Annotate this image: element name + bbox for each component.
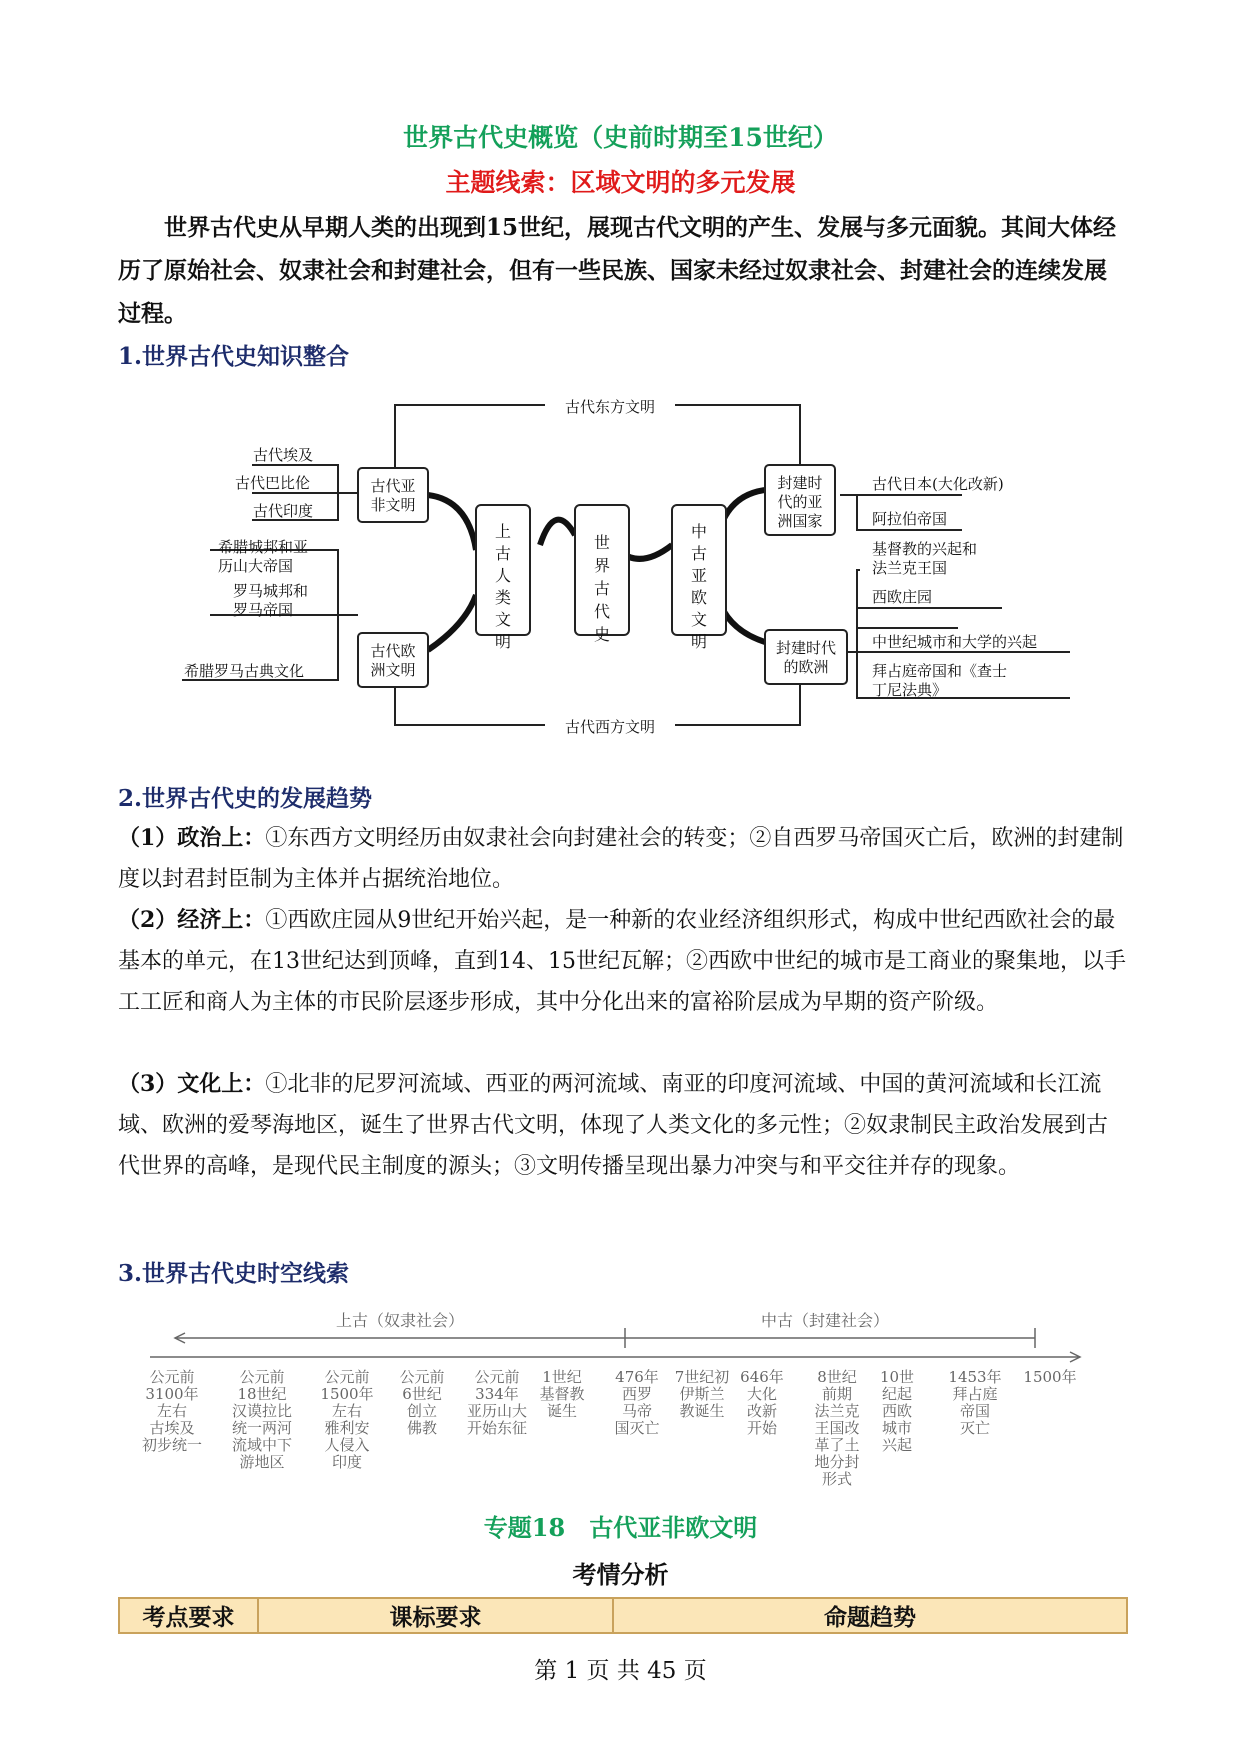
table-header-mingti: 命题趋势 — [613, 1598, 1127, 1633]
timeline-event-1-line: 古埃及 — [149, 1419, 195, 1437]
feudal-asia-line1: 封建时 — [777, 474, 823, 492]
ancient-civ-char: 明 — [494, 632, 512, 651]
timeline-event-3-line: 人侵入 — [324, 1436, 370, 1454]
timeline-event-5-line: 开始东征 — [466, 1419, 528, 1437]
timeline-event-10-line: 革了土 — [814, 1436, 860, 1454]
timeline-event-6-line: 诞生 — [546, 1402, 578, 1420]
world-history-char: 代 — [593, 602, 611, 621]
trend-politics-text: ①东西方文明经历由奴隶社会向封建社会的转变；②自西罗马帝国灭亡后，欧洲的封建制度以封君封臣制为主体并占据统治地位。 — [118, 826, 1124, 892]
medieval-civ-char: 亚 — [690, 566, 708, 585]
feudal-asia-line2: 代的亚 — [777, 493, 823, 511]
medieval-civ-char: 古 — [690, 544, 708, 563]
timeline-event-4-line: 6世纪 — [402, 1385, 442, 1403]
europe-item-rome-line2: 罗马帝国 — [233, 601, 294, 619]
europe-item-rome-line1: 罗马城邦和 — [233, 582, 309, 600]
timeline-event-10-line: 地分封 — [814, 1453, 860, 1471]
medieval-civ-char: 欧 — [690, 588, 708, 607]
timeline-event-1-line: 3100年 — [145, 1385, 199, 1403]
europe-item-greece-line2: 历山大帝国 — [218, 557, 294, 575]
timeline-event-9-line: 646年 — [740, 1368, 784, 1386]
timeline-event-3-line: 1500年 — [320, 1385, 374, 1403]
topic-heading: 专题18 古代亚非欧文明 — [483, 1513, 758, 1542]
feudal-asia-item-japan: 古代日本(大化改新) — [872, 475, 1004, 493]
ancient-civ-char: 文 — [494, 610, 512, 629]
trend-culture-label: （3）文化上： — [118, 1071, 266, 1097]
section-1-heading: 1.世界古代史知识整合 — [118, 343, 350, 370]
ancient-civ-char: 上 — [494, 522, 512, 541]
timeline-event-1-line: 初步统一 — [141, 1436, 203, 1454]
timeline-event-9-line: 开始 — [746, 1419, 778, 1437]
asia-africa-line2: 非文明 — [370, 496, 416, 514]
timeline-event-4-line: 创立 — [406, 1402, 438, 1420]
trend-culture — [118, 1064, 1128, 1187]
timeline-event-7-line: 西罗 — [621, 1385, 653, 1403]
feudal-europe-item-christianity-line2: 法兰克王国 — [872, 559, 948, 577]
timeline-event-1-line: 公元前 — [149, 1368, 195, 1386]
feudal-europe-item-byzantine-line2: 丁尼法典》 — [872, 681, 948, 699]
timeline-event-11-line: 城市 — [881, 1419, 913, 1437]
timeline-event-3-line: 公元前 — [324, 1368, 370, 1386]
world-history-char: 古 — [593, 579, 611, 598]
timeline-event-6-line: 基督教 — [539, 1385, 585, 1403]
trend-culture-text: ①北非的尼罗河流域、西亚的两河流域、南亚的印度河流域、中国的黄河流域和长江流域、欧洲的爱琴海地区，诞生了世界古代文明，体现了人类文化的多元性；②奴隶制民主政治发展到古代世界的高峰，是现代民主制度的源头；③文明传播呈现出暴力冲突与和平交往并存的现象。 — [118, 1072, 1109, 1179]
timeline-event-8-line: 7世纪初 — [674, 1368, 730, 1386]
ancient-civ-char: 人 — [494, 566, 512, 585]
timeline-event-12-line: 帝国 — [959, 1402, 991, 1420]
feudal-europe-item-manor: 西欧庄园 — [872, 588, 933, 606]
trend-economy-text: ①西欧庄园从9世纪开始兴起，是一种新的农业经济组织形式，构成中世纪西欧社会的最基本的单元，在13世纪达到顶峰，直到14、15世纪瓦解；②西欧中世纪的城市是工商业的聚集地，以手工工匠和商人为主体的市民阶层逐步形成，其中分化出来的富裕阶层成为早期的资产阶级。 — [118, 908, 1126, 1015]
timeline-event-2-line: 公元前 — [239, 1368, 285, 1386]
europe-item-classical-culture: 希腊罗马古典文化 — [184, 662, 305, 680]
trend-politics-label: （1）政治上： — [118, 825, 266, 851]
timeline-event-12-line: 拜占庭 — [952, 1385, 998, 1403]
timeline-event-6-line: 1世纪 — [542, 1368, 582, 1386]
analysis-title: 考情分析 — [572, 1560, 669, 1589]
timeline-event-2-line: 18世纪 — [237, 1385, 287, 1403]
intro-paragraph: 世界古代史从早期人类的出现到15世纪，展现古代文明的产生、发展与多元面貌。其间大体经历了原始社会、奴隶社会和封建社会，但有一些民族、国家未经过奴隶社会、封建社会的连续发展过程。 — [118, 214, 1117, 327]
asia-africa-line1: 古代亚 — [370, 477, 416, 495]
europe-line2: 洲文明 — [370, 661, 416, 679]
asia-africa-item-babylon: 古代巴比伦 — [235, 474, 311, 492]
timeline-event-5-line: 亚历山大 — [466, 1402, 528, 1420]
timeline-event-11-line: 10世 — [879, 1368, 915, 1386]
timeline-event-7-line: 476年 — [615, 1368, 659, 1386]
trend-politics — [118, 818, 1128, 900]
timeline-event-5-line: 334年 — [475, 1385, 519, 1403]
timeline-event-9-line: 改新 — [746, 1402, 778, 1420]
timeline-event-7-line: 马帝 — [621, 1402, 653, 1420]
knowledge-mindmap — [0, 380, 1241, 765]
timeline-event-11-line: 西欧 — [881, 1402, 913, 1420]
timeline-event-10-line: 法兰克 — [814, 1402, 860, 1420]
timeline-event-5-line: 公元前 — [474, 1368, 520, 1386]
section-3-heading: 3.世界古代史时空线索 — [118, 1260, 350, 1287]
timeline-event-1-line: 左右 — [156, 1402, 188, 1420]
table-header-kaodian: 考点要求 — [119, 1598, 258, 1633]
page-footer: 第 1 页 共 45 页 — [534, 1658, 707, 1684]
table-header-kebiao: 课标要求 — [258, 1598, 613, 1633]
eastern-civ-label: 古代东方文明 — [564, 398, 656, 416]
timeline-event-2-line: 流域中下 — [231, 1436, 293, 1454]
page-title: 世界古代史概览（史前时期至15世纪） — [403, 123, 838, 152]
western-civ-label: 古代西方文明 — [564, 718, 656, 736]
era-ancient-label: 上古（奴隶社会） — [335, 1311, 465, 1330]
timeline-event-8-line: 教诞生 — [679, 1402, 725, 1420]
timeline-event-13-line: 1500年 — [1023, 1368, 1077, 1386]
europe-item-greece-line1: 希腊城邦和亚 — [218, 538, 309, 556]
timeline-event-11-line: 兴起 — [881, 1436, 913, 1454]
section-2-heading: 2.世界古代史的发展趋势 — [118, 785, 373, 812]
world-history-char: 界 — [593, 556, 611, 575]
feudal-asia-item-arab: 阿拉伯帝国 — [872, 510, 948, 528]
timeline-event-4-line: 佛教 — [406, 1419, 438, 1437]
timeline-event-2-line: 汉谟拉比 — [231, 1402, 293, 1420]
timeline-event-12-line: 1453年 — [948, 1368, 1002, 1386]
timeline-event-3-line: 雅利安 — [324, 1419, 370, 1437]
world-history-char: 世 — [593, 533, 611, 552]
trend-economy — [118, 900, 1128, 1023]
ancient-civ-char: 类 — [494, 588, 512, 607]
feudal-europe-item-byzantine-line1: 拜占庭帝国和《查士 — [872, 662, 1008, 680]
medieval-civ-char: 文 — [690, 610, 708, 629]
timeline-event-3-line: 左右 — [331, 1402, 363, 1420]
trend-economy-label: （2）经济上： — [118, 907, 266, 933]
world-history-label — [594, 533, 610, 644]
asia-africa-item-egypt: 古代埃及 — [253, 446, 314, 464]
table-header-row — [119, 1598, 1127, 1633]
medieval-civ-char: 明 — [690, 632, 708, 651]
feudal-europe-line2: 的欧洲 — [783, 658, 829, 676]
ancient-civ-char: 古 — [494, 544, 512, 563]
timeline-event-2-line: 统一两河 — [231, 1419, 293, 1437]
europe-line1: 古代欧 — [370, 642, 416, 660]
asia-africa-item-india: 古代印度 — [253, 502, 314, 520]
timeline-event-7-line: 国灭亡 — [614, 1419, 660, 1437]
medieval-civ-char: 中 — [690, 522, 708, 541]
timeline-event-11-line: 纪起 — [881, 1385, 913, 1403]
timeline-event-3-line: 印度 — [331, 1453, 363, 1471]
timeline-event-8-line: 伊斯兰 — [679, 1385, 725, 1403]
analysis-table — [118, 1597, 1128, 1634]
timeline-event-2-line: 游地区 — [239, 1453, 285, 1471]
timeline-event-12-line: 灭亡 — [959, 1419, 991, 1437]
feudal-asia-line3: 洲国家 — [777, 512, 823, 530]
feudal-europe-item-christianity-line1: 基督教的兴起和 — [872, 540, 978, 558]
timeline-event-4-line: 公元前 — [399, 1368, 445, 1386]
world-history-char: 史 — [593, 625, 611, 644]
feudal-europe-line1: 封建时代 — [775, 639, 837, 657]
timeline-event-10-line: 8世纪 — [817, 1368, 857, 1386]
era-medieval-label: 中古（封建社会） — [760, 1311, 890, 1330]
timeline-event-10-line: 王国改 — [814, 1419, 860, 1437]
timeline-event-9-line: 大化 — [746, 1385, 778, 1403]
timeline — [0, 1300, 1241, 1505]
timeline-event-10-line: 形式 — [821, 1470, 853, 1488]
page-subtitle: 主题线索：区域文明的多元发展 — [445, 168, 796, 197]
timeline-event-10-line: 前期 — [821, 1385, 853, 1403]
feudal-europe-item-cities: 中世纪城市和大学的兴起 — [872, 633, 1038, 651]
